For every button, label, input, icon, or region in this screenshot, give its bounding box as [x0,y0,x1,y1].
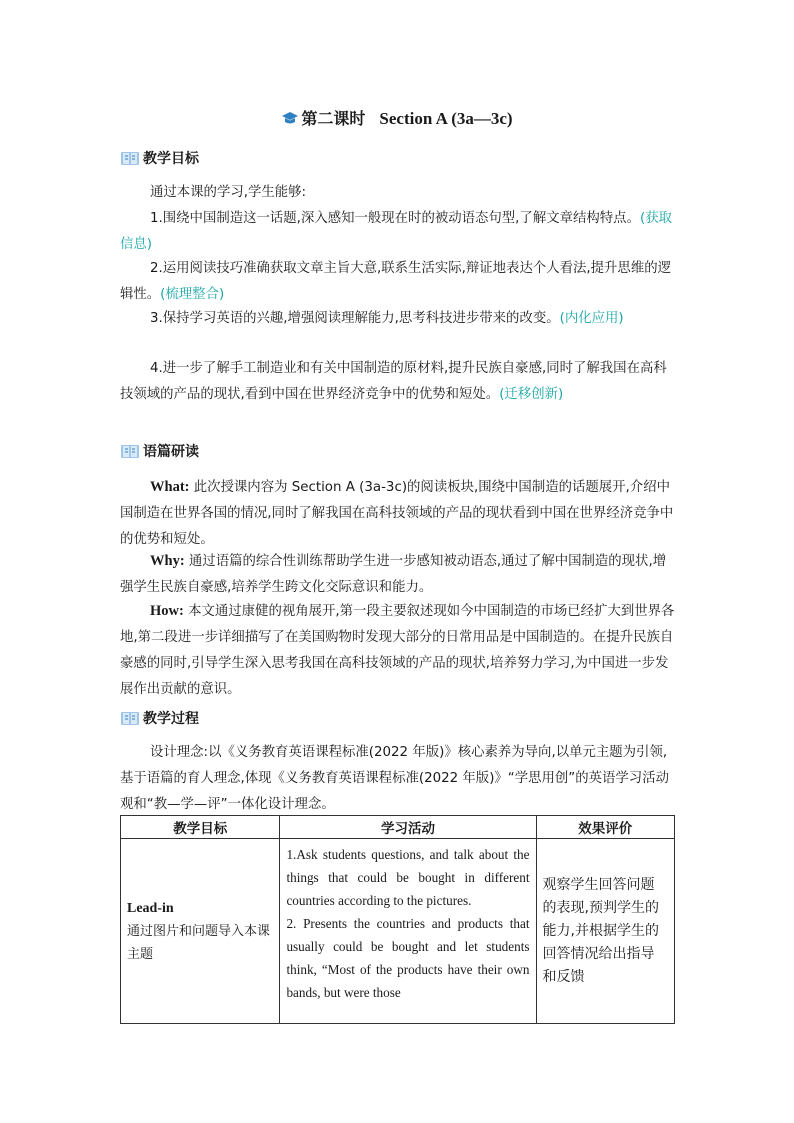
activity-step: 2. Presents the countries and products that usually could be bought and let students think, “Most of the products have their own bands, but were those [286,916,530,1000]
table-row [121,839,675,1024]
what-text: 此次授课内容为 Section A (3a-3c)的阅读板块,围绕中国制造的话题展开,介绍中国制造在世界各国的情况,同时了解我国在高科技领域的产品的现状看到中国在世界经济竞争中的优势和短处。 [120,480,674,547]
how-label: How: [150,603,184,619]
what-label: What: [150,479,190,495]
goal-text: 通过图片和问题导入本课主题 [127,923,271,962]
activity-cell [280,839,536,1024]
section-range: Section A (3a—3c) [379,109,513,128]
objective-item [120,206,675,258]
ability-tag: (梳理整合) [160,287,225,302]
lesson-plan-table [120,815,675,1024]
analysis-why [120,548,675,601]
goal-cell [121,839,280,1024]
activity-step: 1.Ask students questions, and talk about the things that could be bought in different countries according to the pictures. [286,847,530,908]
heading-text: 语篇研读 [143,444,199,460]
ability-tag: (内化应用) [559,311,624,326]
objectives-heading [120,148,199,168]
column-header: 效果评价 [536,816,674,839]
why-text: 通过语篇的综合性训练帮助学生进一步感知被动语态,通过了解中国制造的现状,增强学生民族自豪感,培养学生跨文化交际意识和能力。 [120,554,667,595]
graduation-cap-icon [281,111,299,125]
ability-tag: (迁移创新) [499,387,564,402]
heading-text: 教学目标 [143,151,199,167]
column-header: 学习活动 [280,816,536,839]
objectives-intro: 通过本课的学习,学生能够: [150,185,307,200]
objective-text: 3.保持学习英语的兴趣,增强阅读理解能力,思考科技进步带来的改变。 [150,311,560,326]
table-header-row [121,816,675,839]
analysis-what [120,474,675,553]
objective-text: 2.运用阅读技巧准确获取文章主旨大意,联系生活实际,辩证地表达个人看法,提升思维的逻辑性。 [120,261,671,302]
evaluation-cell: 观察学生回答问题的表现,预判学生的能力,并根据学生的回答情况给出指导和反馈 [536,839,674,1024]
design-concept: 设计理念:以《义务教育英语课程标准(2022 年版)》核心素养为导向,以单元主题为引领,基于语篇的育人理念,体现《义务教育英语课程标准(2022 年版)》“学思用创”的英语学习活动观和“教—学—评”一体化设计理念。 [120,745,669,812]
ability-tag: (获取信息) [120,211,672,252]
analysis-how [120,598,675,703]
book-icon [120,442,140,460]
why-label: Why: [150,553,185,569]
objective-item [120,256,675,308]
book-icon [120,149,140,167]
column-header: 教学目标 [121,816,280,839]
lesson-title [0,106,794,129]
lesson-number: 第二课时 [301,109,366,128]
objective-text: 4.进一步了解手工制造业和有关中国制造的原材料,提升民族自豪感,同时了解我国在高科技领域的产品的现状,看到中国在世界经济竞争中的优势和短处。 [120,361,667,402]
objective-text: 1.围绕中国制造这一话题,深入感知一般现在时的被动语态句型,了解文章结构特点。 [150,211,640,226]
process-heading [120,708,199,728]
stage-title: Lead-in [127,900,174,916]
objective-item [120,306,675,332]
how-text: 本文通过康健的视角展开,第一段主要叙述现如今中国制造的市场已经扩大到世界各地,第二段进一步详细描写了在美国购物时发现大部分的日常用品是中国制造的。在提升民族自豪感的同时,引导学生深入思考我国在高科技领域的产品的现状,培养努力学习,为中国进一步发展作出贡献的意识。 [120,604,675,697]
analysis-heading [120,441,199,461]
heading-text: 教学过程 [143,711,199,727]
book-icon [120,709,140,727]
objective-item [120,356,675,408]
